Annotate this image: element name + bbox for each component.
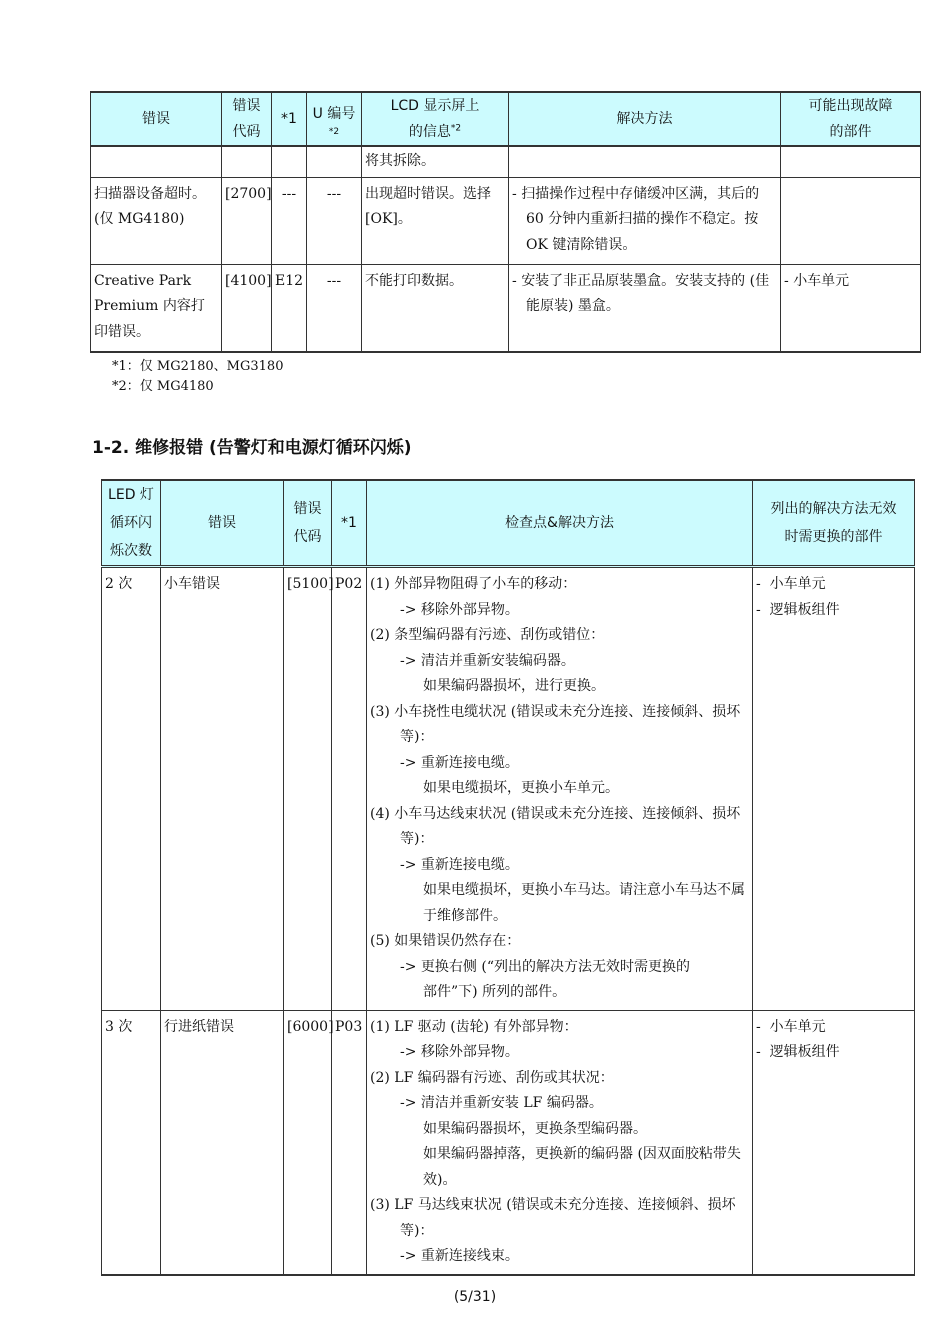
col-header-check: 检查点&解决方法 [367,480,753,567]
cell-steps [367,1010,753,1275]
part-item: - 小车单元 [784,272,850,289]
section-heading: 1-2. 维修报错 (告警灯和电源灯循环闪烁) [92,438,412,458]
step-extra: 如果编码器掉落，更换新的编码器 (因双面胶粘带失效)。 [423,1146,741,1188]
col-header-code: 错误 代码 [222,92,272,146]
service-error-table [101,479,915,1276]
table-row [102,1010,915,1275]
footnote-1: *1：仅 MG2180、MG3180 [112,359,284,374]
step-extra: 部件”下) 所列的部件。 [423,984,567,1000]
cell-solution [509,264,781,352]
step-action: -> 更换右侧 (“列出的解决方法无效时需更换的 [400,958,690,975]
step-label: (2) 条型编码器有污迹、刮伤或错位： [370,627,605,643]
step-action: -> 移除外部异物。 [400,1044,519,1060]
footnote-2: *2：仅 MG4180 [112,379,214,394]
cell-parts [781,146,921,177]
step-extra: 如果电缆损坏，更换小车马达。请注意小车马达不属于维修部件。 [423,882,745,924]
step-action: -> 重新连接电缆。 [400,856,519,873]
cell-error: 扫描器设备超时。(仅 MG4180) [91,177,222,264]
step-action: -> 重新连接电缆。 [400,754,519,771]
cell-error: 行进纸错误 [161,1010,284,1275]
cell-star1 [272,146,307,177]
cell-times: 3 次 [102,1010,161,1275]
cell-lcd: 出现超时错误。选择 [OK]。 [362,177,509,264]
step-extra: 如果编码器损坏，更换条型编码器。 [423,1120,647,1137]
col-header-parts: 可能出现故障 的部件 [781,92,921,146]
cell-code: [5100] [284,567,332,1011]
page-number: (5/31) [453,1289,497,1305]
cell-error: Creative Park Premium 内容打印错误。 [91,264,222,352]
cell-lcd: 不能打印数据。 [362,264,509,352]
col-header-led-times: LED 灯 循环闪 烁次数 [102,480,161,567]
table-row [91,146,921,177]
cell-steps [367,567,753,1011]
cell-star1: E12 [272,264,307,352]
col-header-lcd: LCD 显示屏上 的信息$^{*2}$ [362,92,509,146]
cell-star1: P02 [332,567,367,1011]
col-header-error: 错误 [91,92,222,146]
part-item: - 小车单元 [756,576,826,592]
step-action: -> 清洁并重新安装编码器。 [400,652,575,669]
cell-u: --- [307,264,362,352]
part-item: - 逻辑板组件 [756,601,840,618]
cell-code [222,146,272,177]
solution-item: - 安装了非正品原装墨盒。安装支持的 (佳能原装) 墨盒。 [512,272,770,314]
step-label: (1) LF 驱动 (齿轮) 有外部异物： [370,1018,578,1035]
step-label: (2) LF 编码器有污迹、刮伤或其状况： [370,1069,614,1086]
col-header-solution: 解决方法 [509,92,781,146]
col-header-star1: *1 [272,92,307,146]
step-label: (5) 如果错误仍然存在： [370,933,521,949]
cell-star1: --- [272,177,307,264]
step-label: (1) 外部异物阻碍了小车的移动： [370,576,577,592]
col-header-parts: 列出的解决方法无效 时需更换的部件 [753,480,915,567]
step-extra: 如果编码器损坏，进行更换。 [423,678,605,694]
cell-parts [753,567,915,1011]
step-action: -> 重新连接线束。 [400,1248,519,1264]
cell-star1: P03 [332,1010,367,1275]
cell-lcd: 将其拆除。 [362,146,509,177]
cell-parts [781,264,921,352]
cell-code: [4100] [222,264,272,352]
table-header-row [91,92,921,146]
cell-solution [509,146,781,177]
cell-solution [509,177,781,264]
cell-times: 2 次 [102,567,161,1011]
cell-u [307,146,362,177]
table-row [91,177,921,264]
cell-u: --- [307,177,362,264]
col-header-code: 错误 代码 [284,480,332,567]
cell-code: [6000] [284,1010,332,1275]
table-header-row [102,480,915,567]
step-label: (4) 小车马达线束状况 (错误或未充分连接、连接倾斜、损坏等)： [370,805,741,847]
step-action: -> 移除外部异物。 [400,601,519,618]
cell-error [91,146,222,177]
cell-parts [753,1010,915,1275]
cell-error: 小车错误 [161,567,284,1011]
step-extra: 如果电缆损坏，更换小车单元。 [423,780,619,796]
cell-code: [2700] [222,177,272,264]
step-label: (3) 小车挠性电缆状况 (错误或未充分连接、连接倾斜、损坏等)： [370,703,741,745]
col-header-error: 错误 [161,480,284,567]
col-header-u-number: U 编号 *2 [307,92,362,146]
step-label: (3) LF 马达线束状况 (错误或未充分连接、连接倾斜、损坏等)： [370,1197,736,1239]
col-header-star1: *1 [332,480,367,567]
step-action: -> 清洁并重新安装 LF 编码器。 [400,1095,603,1111]
table-row [102,567,915,1011]
solution-item: - 扫描操作过程中存储缓冲区满，其后的 60 分钟内重新扫描的操作不稳定。按 OK 键清除错误。 [512,185,760,253]
part-item: - 逻辑板组件 [756,1044,840,1060]
cell-parts [781,177,921,264]
error-table-continued [90,91,921,353]
table-row [91,264,921,352]
part-item: - 小车单元 [756,1018,826,1035]
